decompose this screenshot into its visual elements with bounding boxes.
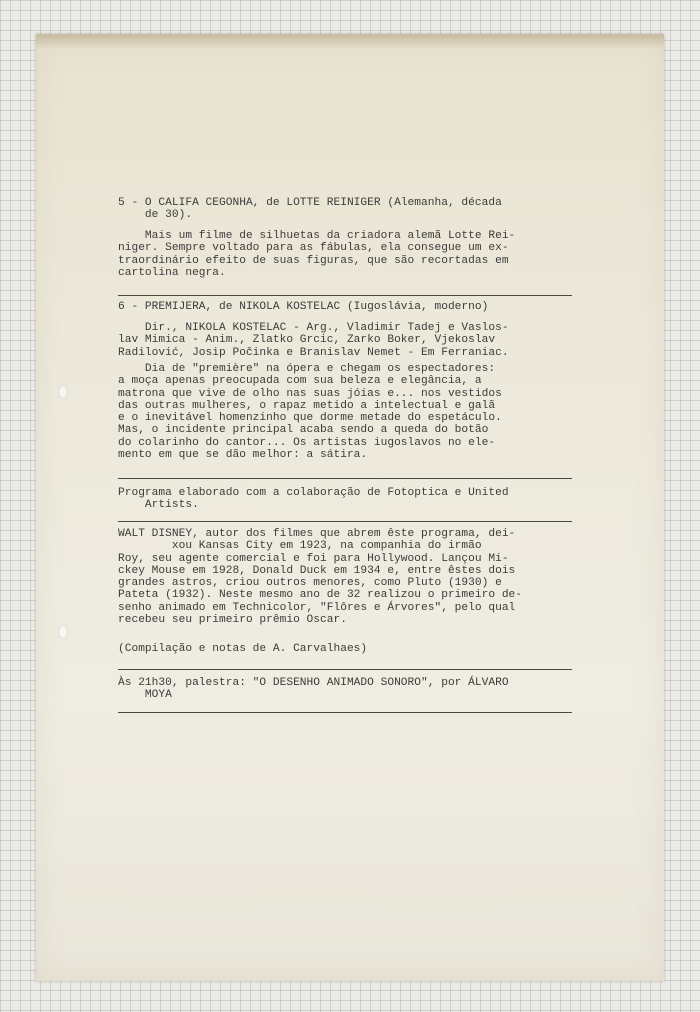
punch-hole-bottom [58, 625, 68, 639]
divider [118, 295, 572, 296]
lecture-announcement: Às 21h30, palestra: "O DESENHO ANIMADO SONORO", por ÁLVARO MOYA [118, 677, 509, 702]
section5-body: Mais um filme de silhuetas da criadora alemã Lotte Rei- niger. Sempre voltado para as fábulas, ela consegue um ex- traordinário efeito de suas figuras, que são recortadas em cartolina negra. [118, 230, 516, 279]
divider [118, 669, 572, 670]
section6-credits: Dir., NIKOLA KOSTELAC - Arg., Vladimir Tadej e Vaslos- lav Mimica - Anim., Zlatko Grcic, Zarko Boker, Vjekoslav Radilović, Josip Počinka e Branislav Nemet - Em Ferraniac. [118, 322, 509, 359]
divider [118, 712, 572, 713]
compilation-credit: (Compilação e notas de A. Carvalhaes) [118, 643, 368, 655]
punch-hole-top [58, 385, 68, 399]
disney-paragraph: WALT DISNEY, autor dos filmes que abrem êste programa, dei- xou Kansas City em 1923, na companhia do irmão Roy, seu agente comercial e foi para Hollywood. Lançou Mi- ckey Mouse em 1928, Donald Duck em 1934 e, entre êstes dois grandes astros, criou outros menores, como Pluto (1930) e Pateta (1932). Neste mesmo ano de 32 realizou o primeiro de- senho animado em Technicolor, "Flôres e Árvores", pelo qual recebeu seu primeiro prêmio Oscar. [118, 528, 523, 627]
section6-body: Dia de "première" na ópera e chegam os espectadores: a moça apenas preocupada com sua beleza e elegância, a matrona que vive de olho nas suas jóias e... nos vestidos das outras mulheres, o rapaz metido a intelectual e galã e o inevitável homenzinho que dorme metade do espetáculo. Mas, o incidente principal acaba sendo a queda do botão do colarinho do cantor... Os artistas iugoslavos no ele- mento em que se dão melhor: a sátira. [118, 363, 502, 462]
section5-heading: 5 - O CALIFA CEGONHA, de LOTTE REINIGER (Alemanha, década de 30). [118, 197, 502, 222]
divider [118, 521, 572, 522]
sheet-top-edge [36, 35, 664, 49]
divider [118, 478, 572, 479]
section6-heading: 6 - PREMIJERA, de NIKOLA KOSTELAC (Iugoslávia, moderno) [118, 301, 489, 313]
program-note: Programa elaborado com a colaboração de Fotoptica e United Artists. [118, 487, 509, 512]
